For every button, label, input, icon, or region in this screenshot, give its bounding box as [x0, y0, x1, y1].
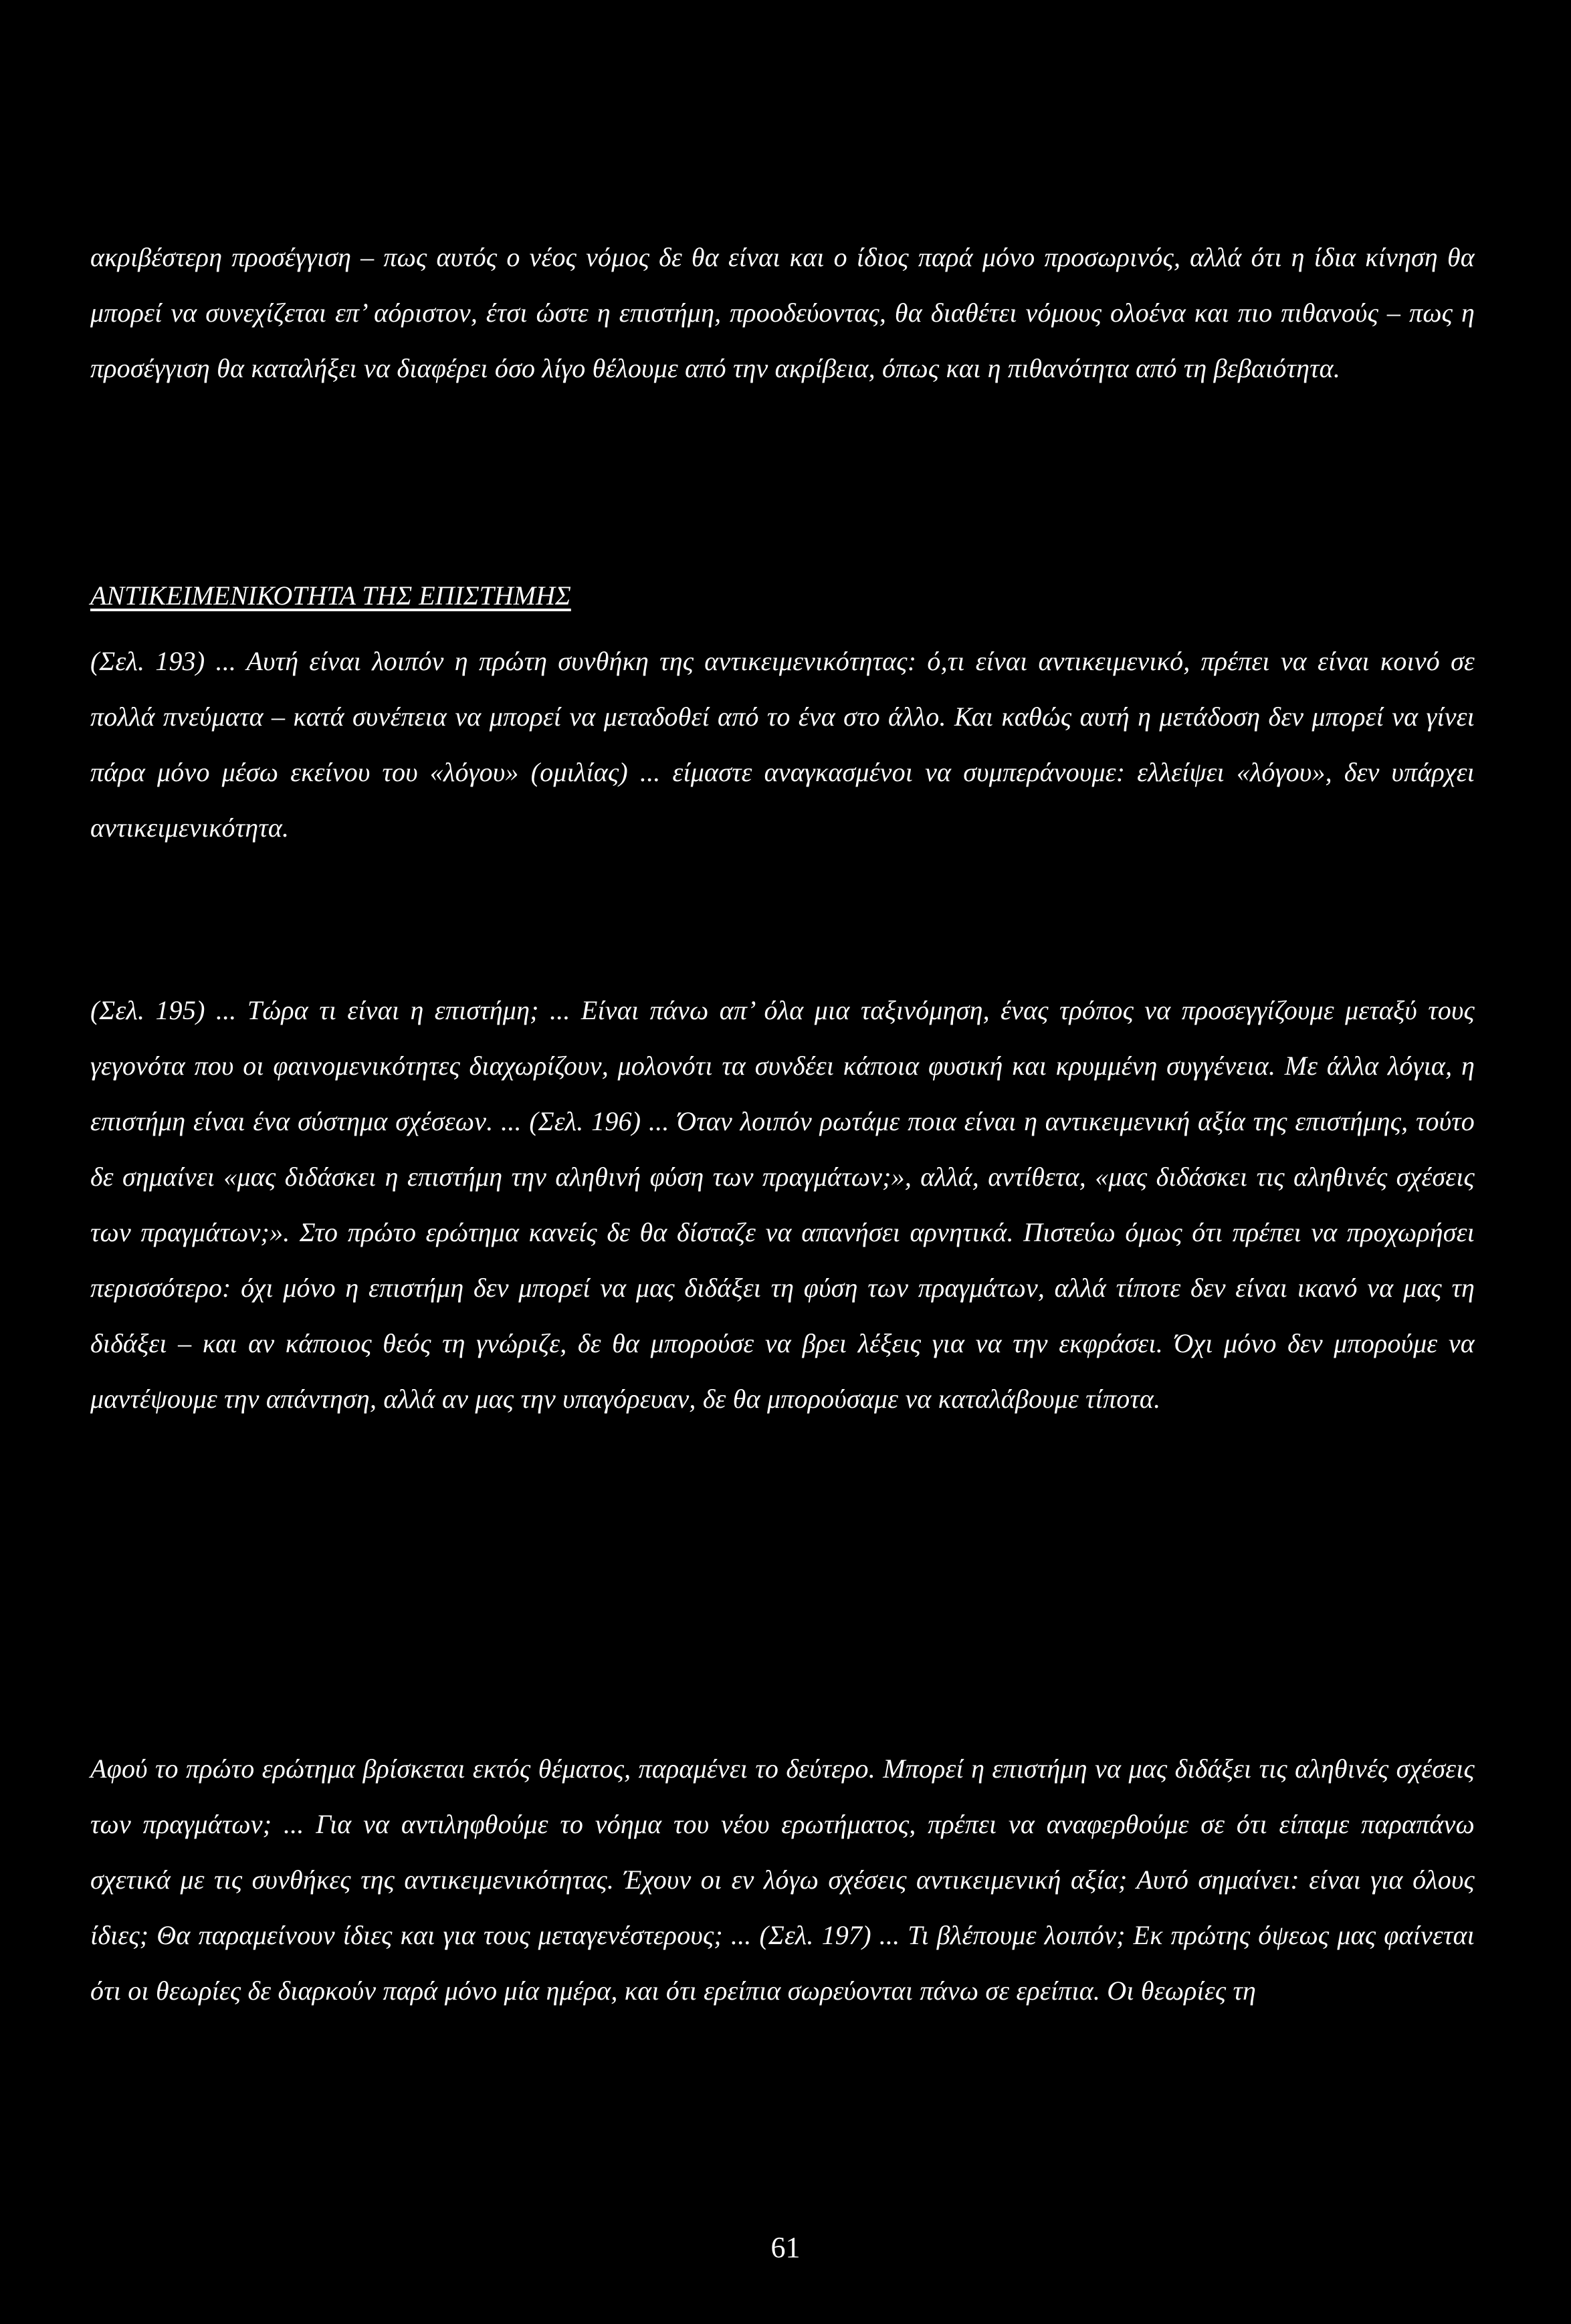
paragraph: ακριβέστερη προσέγγιση – πως αυτός ο νέος νόμος δε θα είναι και ο ίδιος παρά μόνο προσωρινός, αλλά ότι η ίδια κίνηση θα μπορεί να συνεχίζεται επ’ αόριστον, έτσι ώστε η επιστήμη, προοδεύοντας, θα διαθέτει νόμους ολοένα και πιο πιθανούς – πως η προσέγγιση θα καταλήξει να διαφέρει όσο λίγο θέλουμε από την ακρίβεια, όπως και η πιθανότητα από τη βεβαιότητα. — [90, 242, 1475, 383]
paragraph: (Σελ. 193) ... Αυτή είναι λοιπόν η πρώτη συνθήκη της αντικειμενικότητας: ό,τι είναι αντικειμενικό, πρέπει να είναι κοινό σε πολλά πνεύματα – κατά συνέπεια να μπορεί να μεταδοθεί από το ένα στο άλλο. Και καθώς αυτή η μετάδοση δεν μπορεί να γίνει πάρα μόνο μέσω εκείνου του «λόγου» (ομιλίας) ... είμαστε αναγκασμένοι να συμπεράνουμε: ελλείψει «λόγου», δεν υπάρχει αντικειμενικότητα. — [90, 646, 1475, 843]
paragraph: Αφού το πρώτο ερώτημα βρίσκεται εκτός θέματος, παραμένει το δεύτερο. Μπορεί η επιστήμη να μας διδάξει τις αληθινές σχέσεις των πραγμάτων; ... Για να αντιληφθούμε το νόημα του νέου ερωτήματος, πρέπει να αναφερθούμε σε ότι είπαμε παραπάνω σχετικά με τις συνθήκες της αντικειμενικότητας. Έχουν οι εν λόγω σχέσεις αντικειμενική αξία; Αυτό σημαίνει: είναι για όλους ίδιες; Θα παραμείνουν ίδιες και για τους μεταγενέστερους; ... (Σελ. 197) ... Τι βλέπουμε λοιπόν; Εκ πρώτης όψεως μας φαίνεται ότι οι θεωρίες δε διαρκούν παρά μόνο μία ημέρα, και ότι ερείπια σωρεύονται πάνω σε ερείπια. Οι θεωρίες τη — [90, 1754, 1475, 2006]
section-heading: ΑΝΤΙΚΕΙΜΕΝΙΚΟΤΗΤΑ ΤΗΣ ΕΠΙΣΤΗΜΗΣ — [90, 580, 571, 611]
page-number: 61 — [770, 2231, 801, 2264]
paragraph: (Σελ. 195) ... Τώρα τι είναι η επιστήμη; ... Είναι πάνω απ’ όλα μια ταξινόμηση, ένας τρόπος να προσεγγίζουμε μεταξύ τους γεγονότα που οι φαινομενικότητες διαχωρίζουν, μολονότι τα συνδέει κάποια φυσική και κρυμμένη συγγένεια. Με άλλα λόγια, η επιστήμη είναι ένα σύστημα σχέσεων. ... (Σελ. 196) ... Όταν λοιπόν ρωτάμε ποια είναι η αντικειμενική αξία της επιστήμης, τούτο δε σημαίνει «μας διδάσκει η επιστήμη την αληθινή φύση των πραγμάτων;», αλλά, αντίθετα, «μας διδάσκει τις αληθινές σχέσεις των πραγμάτων;». Στο πρώτο ερώτημα κανείς δε θα δίσταζε να απανήσει αρνητικά. Πιστεύω όμως ότι πρέπει να προχωρήσει περισσότερο: όχι μόνο η επιστήμη δεν μπορεί να μας διδάξει τη φύση των πραγμάτων, αλλά τίποτε δεν είναι ικανό να μας τη διδάξει – και αν κάποιος θεός τη γνώριζε, δε θα μπορούσε να βρει λέξεις για να την εκφράσει. Όχι μόνο δεν μπορούμε να μαντέψουμε την απάντηση, αλλά αν μας την υπαγόρευαν, δε θα μπορούσαμε να καταλάβουμε τίποτα. — [90, 995, 1475, 1414]
